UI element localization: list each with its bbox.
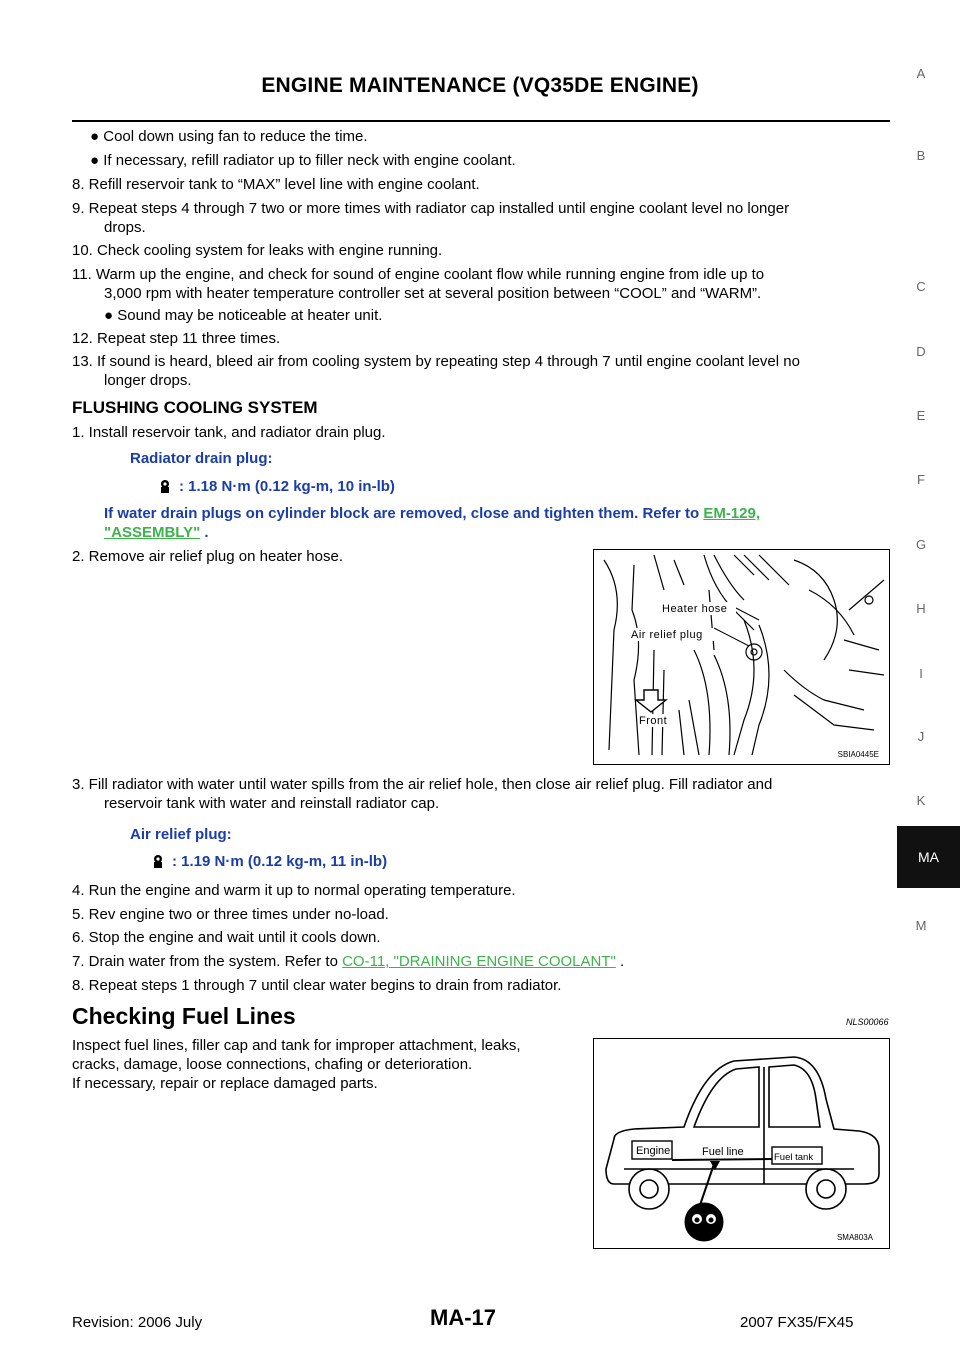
side-index-g[interactable]: G xyxy=(915,537,927,552)
flush-note-cont xyxy=(104,524,209,542)
step-text: 7. Drain water from the system. Refer to xyxy=(72,953,343,970)
section-heading-flushing: FLUSHING COOLING SYSTEM xyxy=(72,398,318,417)
bullet-item xyxy=(90,152,516,170)
spec-value-drain-plug xyxy=(157,478,395,496)
side-index-c[interactable]: C xyxy=(916,279,926,294)
bullet-dot-icon: ● xyxy=(90,128,104,145)
flush-step-5: 5. Rev engine two or three times under no-load. xyxy=(72,906,389,923)
fuel-text-1: Inspect fuel lines, filler cap and tank for improper attachment, leaks, xyxy=(72,1037,521,1054)
fuel-text-3: If necessary, repair or replace damaged parts. xyxy=(72,1075,378,1092)
fuel-lines-car-diagram xyxy=(594,1039,889,1248)
flush-step-1: 1. Install reservoir tank, and radiator drain plug. xyxy=(72,424,386,441)
footer-revision: Revision: 2006 July xyxy=(72,1314,203,1331)
flush-step-8: 8. Repeat steps 1 through 7 until clear water begins to drain from radiator. xyxy=(72,977,562,994)
side-index-i[interactable]: I xyxy=(919,666,923,681)
step-10: 10. Check cooling system for leaks with engine running. xyxy=(72,242,443,259)
bullet-text: Cool down using fan to reduce the time. xyxy=(103,128,368,145)
side-index-a[interactable]: A xyxy=(916,66,926,81)
side-index-ma-active[interactable]: MA xyxy=(897,826,960,888)
side-index xyxy=(897,0,945,1358)
bullet-item xyxy=(90,128,368,146)
step-13-cont: longer drops. xyxy=(104,372,192,389)
side-index-b[interactable]: B xyxy=(916,148,926,163)
side-index-d[interactable]: D xyxy=(916,344,926,359)
link-assembly[interactable]: "ASSEMBLY" xyxy=(104,524,201,541)
reference-code: NLS00066 xyxy=(846,1017,889,1027)
flush-step-6: 6. Stop the engine and wait until it cools down. xyxy=(72,929,381,946)
step-13: 13. If sound is heard, bleed air from cooling system by repeating step 4 through 7 until engine coolant level no xyxy=(72,353,800,370)
label-fuel-tank: Fuel tank xyxy=(774,1152,814,1163)
step-8: 8. Refill reservoir tank to “MAX” level line with engine coolant. xyxy=(72,176,480,193)
side-index-k[interactable]: K xyxy=(916,793,926,808)
flush-step-4: 4. Run the engine and warm it up to normal operating temperature. xyxy=(72,882,516,899)
fuel-text-2: cracks, damage, loose connections, chafing or deterioration. xyxy=(72,1056,473,1073)
step-9: 9. Repeat steps 4 through 7 two or more times with radiator cap installed until engine coolant level no longer xyxy=(72,200,790,217)
side-index-h[interactable]: H xyxy=(916,601,926,616)
spec-value-text: : 1.18 N·m (0.12 kg-m, 10 in-lb) xyxy=(179,478,395,495)
note-text: If water drain plugs on cylinder block are removed, close and tighten them. Refer to xyxy=(104,505,700,522)
link-em-129[interactable]: EM-129, xyxy=(703,505,761,522)
figure-fuel-lines xyxy=(593,1038,890,1249)
flush-step-7 xyxy=(72,953,624,971)
spec-value-air-relief xyxy=(150,853,387,871)
step-11-cont: 3,000 rpm with heater temperature controller set at several position between “COOL” and “WARM”. xyxy=(104,285,762,302)
spec-label-drain-plug: Radiator drain plug: xyxy=(130,450,273,467)
bullet-item xyxy=(104,307,382,325)
footer-model: 2007 FX35/FX45 xyxy=(740,1314,854,1331)
figure-heater-hose xyxy=(593,549,890,765)
section-heading-fuel-lines: Checking Fuel Lines xyxy=(72,1003,296,1029)
bullet-dot-icon: ● xyxy=(90,152,104,169)
side-index-f[interactable]: F xyxy=(917,472,925,487)
spec-value-text: : 1.19 N·m (0.12 kg-m, 11 in-lb) xyxy=(172,853,388,870)
label-fuel-line: Fuel line xyxy=(702,1146,744,1158)
figure-code: SBIA0445E xyxy=(837,750,879,759)
label-air-relief-plug: Air relief plug xyxy=(631,629,703,641)
flush-step-3-cont: reservoir tank with water and reinstall radiator cap. xyxy=(104,795,440,812)
flush-step-2: 2. Remove air relief plug on heater hose. xyxy=(72,548,343,565)
heater-hose-diagram xyxy=(594,550,889,764)
label-heater-hose: Heater hose xyxy=(662,603,728,615)
label-front: Front xyxy=(639,715,668,727)
side-index-m[interactable]: M xyxy=(915,918,927,933)
bullet-text: Sound may be noticeable at heater unit. xyxy=(117,307,383,324)
label-engine: Engine xyxy=(636,1145,671,1157)
flush-note xyxy=(104,505,760,523)
spec-label-air-relief: Air relief plug: xyxy=(130,826,232,843)
side-index-e[interactable]: E xyxy=(916,408,926,423)
torque-wrench-icon xyxy=(150,853,166,869)
step-end: . xyxy=(615,953,625,970)
step-12: 12. Repeat step 11 three times. xyxy=(72,330,281,347)
page-number: MA-17 xyxy=(430,1305,497,1330)
figure-code: SMA803A xyxy=(836,1233,873,1242)
step-9-cont: drops. xyxy=(104,219,146,236)
bullet-dot-icon: ● xyxy=(104,307,118,324)
torque-wrench-icon xyxy=(157,478,173,494)
link-co-11[interactable]: CO-11, "DRAINING ENGINE COOLANT" xyxy=(342,953,616,970)
header-rule xyxy=(72,120,890,122)
side-index-j[interactable]: J xyxy=(917,729,925,744)
note-end: . xyxy=(200,524,209,541)
page-header-title: ENGINE MAINTENANCE (VQ35DE ENGINE) xyxy=(261,74,699,97)
step-11: 11. Warm up the engine, and check for sound of engine coolant flow while running engine from idle up to xyxy=(72,266,765,283)
bullet-text: If necessary, refill radiator up to filler neck with engine coolant. xyxy=(103,152,516,169)
flush-step-3: 3. Fill radiator with water until water spills from the air relief hole, then close air relief plug. Fill radiator and xyxy=(72,776,773,793)
